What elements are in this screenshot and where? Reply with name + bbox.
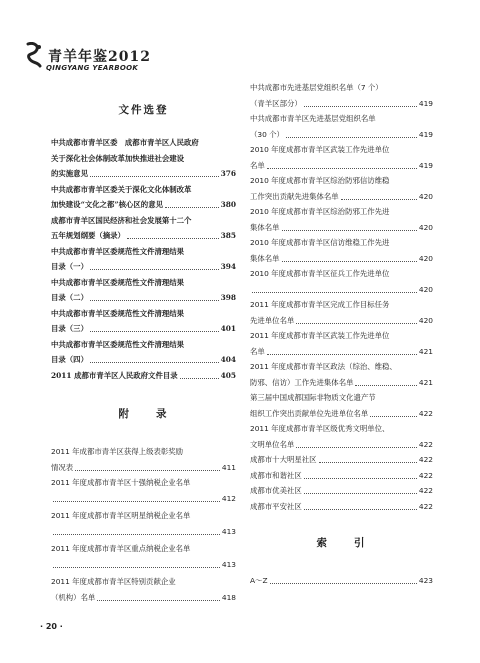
toc-entry-line — [250, 235, 433, 250]
toc-entry-line — [51, 368, 236, 383]
toc-entry-text: （30 个） — [250, 129, 284, 139]
brand-title: 青羊年鉴2012 — [48, 49, 151, 65]
toc-entry-line — [250, 142, 433, 157]
toc-entry-text: 名单 — [250, 160, 265, 170]
toc-entry-text: 防邪、信访）工作先进集体名单 — [250, 377, 354, 387]
page-number: · 20 · — [40, 622, 63, 631]
toc-page-number: 412 — [221, 493, 236, 503]
dot-leader — [53, 533, 220, 535]
toc-entry-text: （机构）名单 — [51, 592, 96, 602]
index-entry-label: A～Z — [250, 576, 268, 585]
toc-entry-text: 组织工作突出贡献单位先进单位名单 — [250, 408, 369, 418]
toc-entry-line — [51, 491, 236, 506]
toc-entry-text: 情况表 — [51, 462, 74, 472]
toc-entry-text: 先进单位名单 — [250, 315, 295, 325]
toc-entry-text: 2011 年度成都市青羊区完成工作目标任务 — [250, 300, 390, 309]
toc-page-number: 420 — [418, 191, 433, 201]
dot-leader — [53, 566, 220, 568]
toc-entry-line — [250, 421, 433, 436]
toc-entry-line — [51, 306, 236, 321]
toc-entry-text: 中共成都市青羊区委关于深化文化体制改革 — [51, 184, 192, 194]
toc-entry-line — [250, 158, 433, 173]
dot-leader — [90, 330, 219, 332]
toc-page-number: 401 — [220, 324, 236, 333]
toc-entry-line — [51, 166, 236, 181]
toc-entry-line — [250, 173, 433, 188]
toc-page-number: 418 — [221, 592, 236, 602]
section-title: 附 录 — [118, 408, 169, 420]
dot-leader — [90, 175, 219, 177]
toc-page-number: 422 — [418, 455, 433, 464]
toc-entry-line — [51, 557, 236, 572]
dot-leader — [319, 461, 417, 463]
toc-entry-text: 2011 年度成都市青羊区政法（综治、维稳、 — [250, 362, 397, 371]
toc-entry-text: 2011 成都市青羊区人民政府文件目录 — [51, 370, 178, 380]
toc-entry-text: 工作突出贡献先进集体名单 — [250, 191, 339, 201]
dot-leader — [165, 206, 219, 208]
toc-entry-line — [51, 275, 236, 290]
toc-entry-line — [51, 574, 236, 589]
toc-entry-line — [51, 444, 236, 459]
toc-page-number: 411 — [221, 462, 236, 472]
dot-leader — [53, 500, 220, 502]
toc-page-number: 419 — [418, 129, 433, 139]
toc-page-number: 385 — [220, 231, 236, 240]
toc-entry-line — [51, 590, 236, 605]
toc-entry-line — [51, 475, 236, 490]
toc-entry-text: 中共成都市青羊区先进基层党组织名单 — [250, 114, 376, 123]
toc-page-number: 422 — [418, 439, 433, 449]
toc-page-number: 405 — [220, 370, 236, 380]
toc-page-number: 422 — [418, 486, 433, 495]
toc-page-number: 420 — [418, 284, 433, 294]
toc-entry-line — [51, 337, 236, 352]
toc-page-number: 380 — [220, 200, 236, 209]
toc-entry-text: 加快建设“文化之都”核心区的意见 — [51, 200, 163, 209]
toc-page-number: 376 — [220, 169, 236, 178]
dot-leader — [90, 268, 219, 270]
header — [24, 42, 224, 72]
toc-entry-text: 2010 年度成都市青羊区信访维稳工作先进 — [250, 238, 390, 247]
dot-leader — [97, 599, 220, 601]
toc-entry-text: 成都市平安社区 — [250, 501, 302, 511]
dot-leader — [267, 353, 417, 355]
toc-entry-line — [250, 80, 433, 95]
toc-entry-text: 中共成都市青羊区委规范性文件清理结果 — [51, 277, 185, 287]
toc-entry-text: 2011 年度成都市青羊区特别贡献企业 — [51, 577, 176, 586]
index-entry — [250, 573, 433, 588]
toc-page-number: 419 — [418, 98, 433, 108]
toc-entry-text: 成都市和谐社区 — [250, 470, 302, 480]
dot-leader — [304, 477, 417, 479]
toc-entry-text: 第三届中国成都国际非物质文化遗产节 — [250, 393, 376, 402]
toc-entry-line — [250, 204, 433, 219]
toc-entry-line — [250, 282, 433, 297]
dot-leader — [304, 508, 417, 510]
toc-entry-text: 2010 年度成都市青羊区武装工作先进单位 — [250, 145, 390, 154]
toc-page-number: 413 — [221, 526, 236, 536]
toc-page-number: 420 — [418, 253, 433, 263]
toc-entry-text: 名单 — [250, 346, 265, 356]
toc-entry-line — [51, 182, 236, 197]
dot-leader — [90, 299, 219, 301]
toc-entry-line — [250, 313, 433, 328]
toc-entry-text: 集体名单 — [250, 253, 280, 263]
toc-entry-line — [51, 290, 236, 305]
toc-entry-text: 2011 年成都市青羊区获得上级表彰奖励 — [51, 447, 184, 456]
toc-entry-line — [51, 244, 236, 259]
toc-entry-text: 文明单位名单 — [250, 439, 295, 449]
toc-entry-line — [51, 197, 236, 212]
dot-leader — [252, 291, 417, 293]
dot-leader — [296, 322, 417, 324]
toc-entry-text: 2011 年度成都市青羊区级优秀文明单位、 — [250, 424, 390, 433]
toc-entry-line — [51, 541, 236, 556]
toc-entry-line — [51, 460, 236, 475]
toc-page-number: 422 — [418, 470, 433, 480]
dot-leader — [341, 198, 417, 200]
brand-subtitle: QINGYANG YEARBOOK — [46, 64, 139, 72]
toc-entry-text: 2010 年度成都市青羊区综治防邪信访维稳 — [250, 176, 390, 185]
toc-entry-line — [250, 375, 433, 390]
toc-entry-line — [250, 251, 433, 266]
toc-entry-line — [250, 111, 433, 126]
toc-page-number: 422 — [418, 408, 433, 418]
dot-leader — [296, 446, 417, 448]
toc-entry-text: 成都市十大明星社区 — [250, 455, 317, 464]
toc-entry-line — [51, 259, 236, 274]
toc-entry-text: 五年规划纲要（摘录） — [51, 231, 125, 240]
toc-page-number: 423 — [418, 576, 433, 585]
dot-leader — [355, 384, 416, 386]
toc-page-number: 398 — [220, 293, 236, 302]
toc-entry-text: 2011 年度成都市青羊区重点纳税企业名单 — [51, 544, 191, 553]
toc-entry-text: 目录（一） — [51, 262, 88, 271]
toc-entry-line — [51, 228, 236, 243]
toc-entry-line — [51, 352, 236, 367]
dot-leader — [180, 377, 219, 379]
toc-entry-text: 目录（四） — [51, 355, 88, 364]
toc-page-number: 394 — [220, 262, 236, 271]
toc-entry-text: 成都市优美社区 — [250, 486, 302, 495]
toc-entry-line — [250, 468, 433, 483]
toc-entry-line — [250, 499, 433, 514]
toc-entry-line — [250, 220, 433, 235]
toc-entry-text: 中共成都市青羊区委 成都市青羊区人民政府 — [51, 138, 199, 147]
toc-entry-line — [250, 359, 433, 374]
toc-page-number: 420 — [418, 315, 433, 325]
toc-entry-line — [250, 437, 433, 452]
dot-leader — [370, 415, 417, 417]
dot-leader — [270, 582, 417, 584]
toc-entry-text: （青羊区部分） — [250, 98, 302, 108]
toc-entry-text: 成都市青羊区国民经济和社会发展第十二个 — [51, 215, 192, 225]
section-title: 索 引 — [316, 537, 367, 549]
toc-entry-line — [51, 321, 236, 336]
dot-leader — [286, 136, 417, 138]
toc-entry-text: 中共成都市青羊区委规范性文件清理结果 — [51, 308, 185, 318]
toc-entry-text: 中共成都市先进基层党组织名单（7 个） — [250, 83, 383, 92]
toc-entry-text: 集体名单 — [250, 222, 280, 232]
toc-entry-line — [250, 406, 433, 421]
dot-leader — [282, 229, 417, 231]
toc-entry-text: 关于深化社会体制改革加快推进社会建设 — [51, 153, 185, 163]
toc-page-number: 422 — [418, 501, 433, 511]
toc-entry-line — [51, 524, 236, 539]
toc-entry-text: 中共成都市青羊区委规范性文件清理结果 — [51, 246, 185, 256]
toc-entry-text: 2011 年度成都市青羊区武装工作先进单位 — [250, 331, 390, 340]
toc-entry-line — [250, 452, 433, 467]
toc-entry-line — [250, 189, 433, 204]
toc-page-number: 404 — [220, 355, 236, 364]
toc-entry-text: 目录（三） — [51, 324, 88, 333]
toc-entry-text: 2010 年度成都市青羊区综治防邪工作先进 — [250, 207, 390, 216]
toc-entry-line — [250, 483, 433, 498]
dot-leader — [267, 167, 417, 169]
dot-leader — [304, 492, 417, 494]
toc-entry-line — [51, 213, 236, 228]
dot-leader — [90, 361, 219, 363]
toc-page-number: 420 — [418, 222, 433, 232]
toc-entry-line — [250, 328, 433, 343]
toc-entry-line — [250, 96, 433, 111]
toc-entry-line — [250, 344, 433, 359]
toc-entry-line — [250, 127, 433, 142]
toc-entry-line — [51, 135, 236, 150]
toc-page-number: 419 — [418, 160, 433, 170]
dot-leader — [127, 237, 219, 239]
toc-entry-text: 2011 年度成都市青羊区明星纳税企业名单 — [51, 511, 191, 520]
toc-entry-text: 中共成都市青羊区委规范性文件清理结果 — [51, 339, 185, 349]
toc-entry-text: 的实施意见 — [51, 169, 88, 178]
toc-entry-text: 2010 年度成都市青羊区征兵工作先进单位 — [250, 269, 390, 278]
toc-entry-line — [250, 266, 433, 281]
toc-entry-line — [250, 297, 433, 312]
toc-page-number: 421 — [418, 346, 433, 356]
yearbook-logo-icon — [24, 42, 46, 68]
toc-entry-line — [51, 151, 236, 166]
toc-entry-text: 目录（二） — [51, 293, 88, 302]
toc-page-number: 421 — [418, 377, 433, 387]
dot-leader — [282, 260, 417, 262]
dot-leader — [75, 469, 220, 471]
section-title: 文件选登 — [118, 104, 169, 116]
toc-entry-line — [51, 508, 236, 523]
dot-leader — [304, 105, 417, 107]
toc-page-number: 413 — [221, 559, 236, 569]
toc-entry-line — [250, 390, 433, 405]
toc-entry-text: 2011 年度成都市青羊区十强纳税企业名单 — [51, 478, 191, 487]
